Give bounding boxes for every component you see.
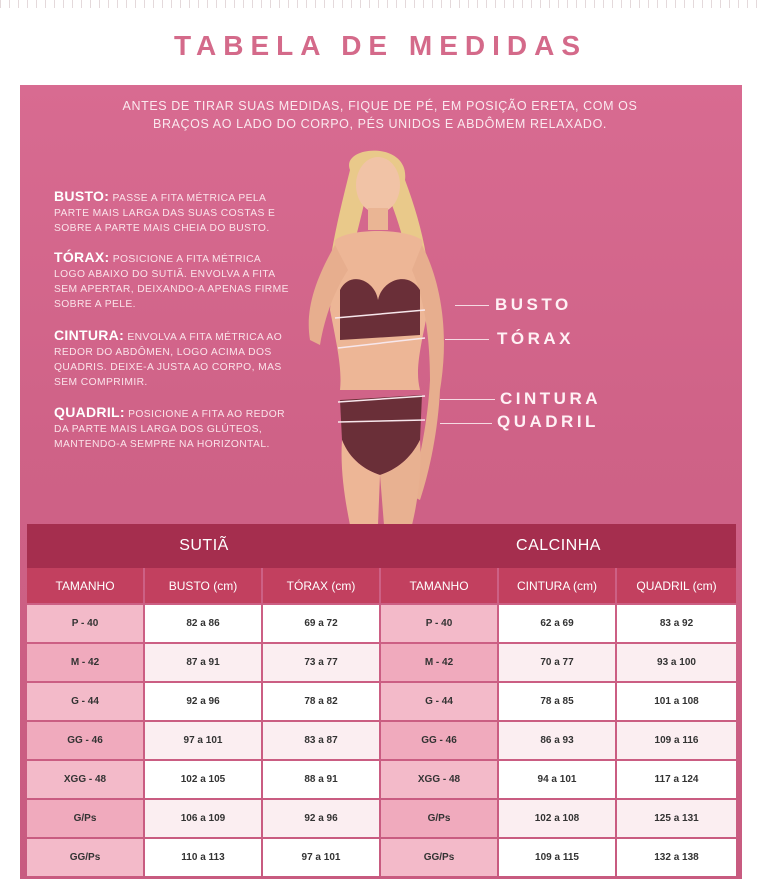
size-cell: GG/Ps [381, 839, 497, 876]
label-busto: BUSTO [495, 295, 572, 314]
torax-pointer-line [445, 339, 489, 340]
measure-cell: 132 a 138 [617, 839, 736, 876]
measure-cell: 94 a 101 [499, 761, 615, 798]
label-cintura: CINTURA [500, 389, 601, 408]
measure-cell: 109 a 116 [617, 722, 736, 759]
measure-cell: 87 a 91 [145, 644, 261, 681]
col-header: TAMANHO [27, 568, 143, 603]
col-header: QUADRIL (cm) [617, 568, 736, 603]
instruction-quadril [54, 405, 294, 452]
col-header: BUSTO (cm) [145, 568, 261, 603]
measure-cell: 73 a 77 [263, 644, 379, 681]
size-cell: XGG - 48 [27, 761, 143, 798]
measure-cell: 78 a 85 [499, 683, 615, 720]
col-header: CINTURA (cm) [499, 568, 615, 603]
size-cell: G/Ps [381, 800, 497, 837]
measure-cell: 69 a 72 [263, 605, 379, 642]
instruction-text: PASSE A FITA MÉTRICA PELA PARTE MAIS LARGA DAS SUAS COSTAS E SOBRE A PARTE MAIS CHEIA DO BUSTO. [54, 193, 276, 234]
size-cell: GG - 46 [27, 722, 143, 759]
group-header-calcinha: CALCINHA [381, 524, 736, 568]
measure-cell: 125 a 131 [617, 800, 736, 837]
cintura-pointer-line [440, 399, 495, 400]
instruction-head: TÓRAX: [54, 249, 110, 265]
size-cell: G - 44 [381, 683, 497, 720]
size-cell: P - 40 [381, 605, 497, 642]
measure-cell: 70 a 77 [499, 644, 615, 681]
instruction-text: POSICIONE A FITA AO REDOR DA PARTE MAIS LARGA DOS GLÚTEOS, MANTENDO-A SEMPRE NA HORIZONTAL. [54, 409, 285, 450]
instruction-busto [54, 189, 294, 236]
label-quadril: QUADRIL [497, 412, 599, 431]
size-cell: XGG - 48 [381, 761, 497, 798]
measure-cell: 88 a 91 [263, 761, 379, 798]
model-photo [280, 140, 470, 525]
size-cell: P - 40 [27, 605, 143, 642]
instruction-head: CINTURA: [54, 327, 125, 343]
measure-cell: 82 a 86 [145, 605, 261, 642]
busto-pointer-line [455, 305, 489, 306]
measure-cell: 78 a 82 [263, 683, 379, 720]
measure-cell: 97 a 101 [263, 839, 379, 876]
col-header: TAMANHO [381, 568, 497, 603]
instruction-head: QUADRIL: [54, 404, 125, 420]
label-torax: TÓRAX [497, 329, 574, 348]
intro-text: ANTES DE TIRAR SUAS MEDIDAS, FIQUE DE PÉ, EM POSIÇÃO ERETA, COM OS BRAÇOS AO LADO DO CORPO, PÉS UNIDOS E ABDÔMEM RELAXADO. [122, 99, 638, 131]
instruction-text: ENVOLVA A FITA MÉTRICA AO REDOR DO ABDÔMEN, LOGO ACIMA DOS QUADRIS. DEIXE-A JUSTA AO CORPO, MAS SEM COMPRIMIR. [54, 332, 283, 388]
measure-cell: 62 a 69 [499, 605, 615, 642]
measure-cell: 109 a 115 [499, 839, 615, 876]
measure-cell: 83 a 87 [263, 722, 379, 759]
measure-cell: 92 a 96 [263, 800, 379, 837]
top-ruler-strip [0, 0, 761, 8]
size-cell: G/Ps [27, 800, 143, 837]
measure-cell: 92 a 96 [145, 683, 261, 720]
measure-cell: 83 a 92 [617, 605, 736, 642]
measure-cell: 102 a 108 [499, 800, 615, 837]
measure-cell: 93 a 100 [617, 644, 736, 681]
measure-cell: 106 a 109 [145, 800, 261, 837]
col-header: TÓRAX (cm) [263, 568, 379, 603]
instruction-cintura [54, 328, 294, 390]
group-header-sutia: SUTIÃ [27, 524, 381, 568]
size-cell: GG/Ps [27, 839, 143, 876]
measure-cell: 97 a 101 [145, 722, 261, 759]
instruction-head: BUSTO: [54, 188, 110, 204]
size-cell: M - 42 [381, 644, 497, 681]
measure-cell: 86 a 93 [499, 722, 615, 759]
measure-cell: 117 a 124 [617, 761, 736, 798]
measure-cell: 110 a 113 [145, 839, 261, 876]
instruction-text: POSICIONE A FITA MÉTRICA LOGO ABAIXO DO SUTIÃ. ENVOLVA A FITA SEM APERTAR, DEIXANDO-A APENAS FIRME SOBRE A PELE. [54, 254, 289, 310]
size-cell: GG - 46 [381, 722, 497, 759]
page-title: TABELA DE MEDIDAS [174, 30, 587, 61]
measure-cell: 102 a 105 [145, 761, 261, 798]
measure-cell: 101 a 108 [617, 683, 736, 720]
quadril-pointer-line [440, 423, 492, 424]
instruction-torax [54, 250, 294, 312]
size-cell: M - 42 [27, 644, 143, 681]
size-cell: G - 44 [27, 683, 143, 720]
